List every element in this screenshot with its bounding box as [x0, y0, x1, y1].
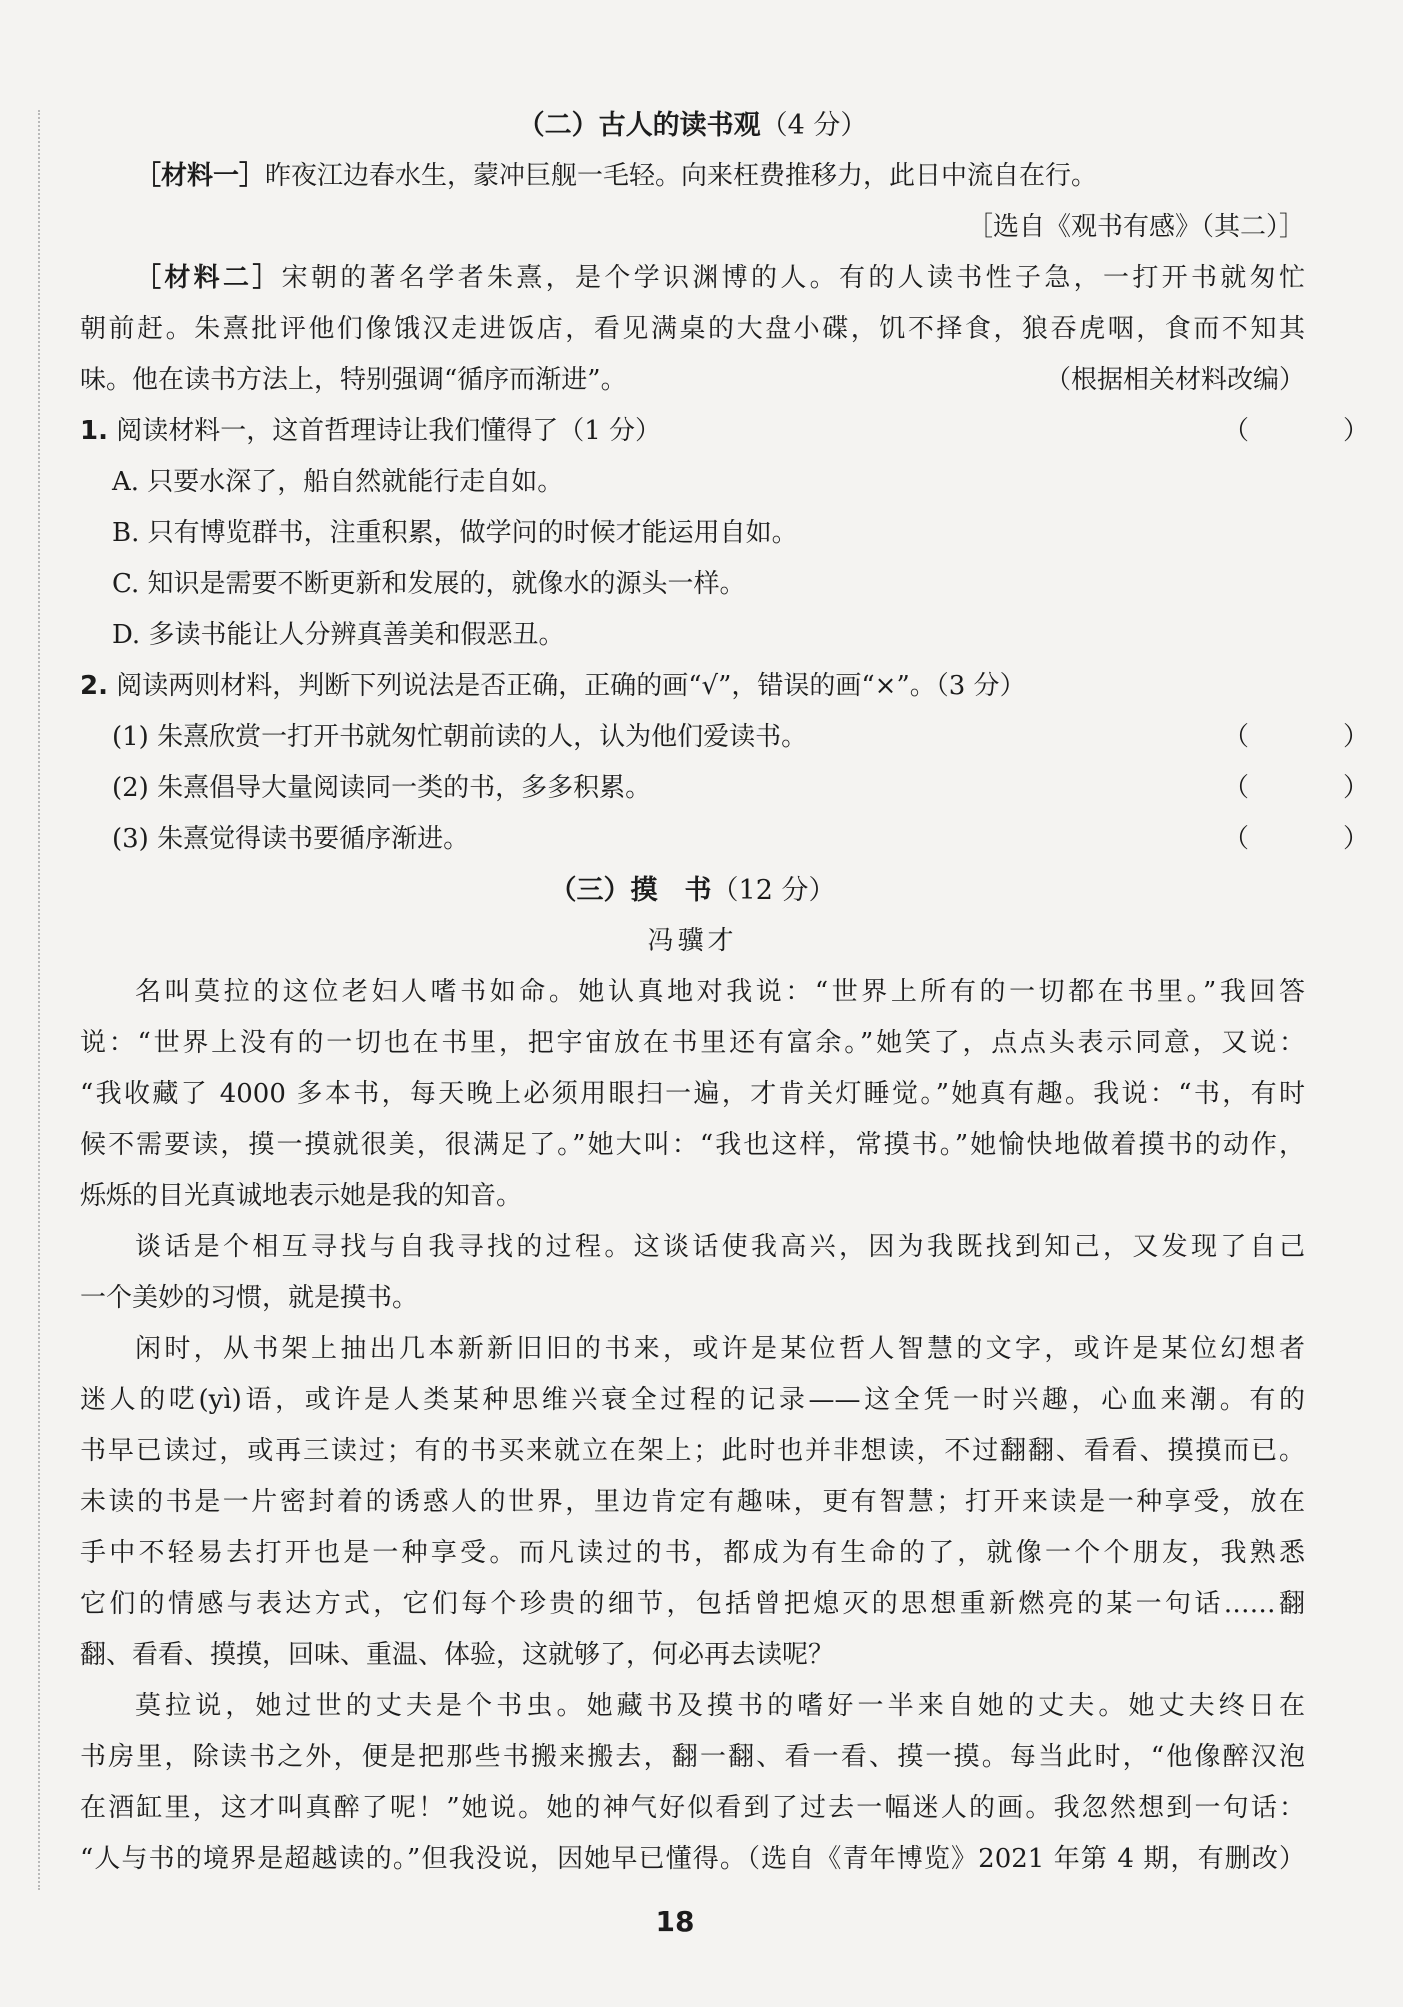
option-b: B. 只有博览群书，注重积累，做学问的时候才能运用自如。 — [112, 518, 798, 548]
material2-text-1: 宋朝的著名学者朱熹，是个学识渊博的人。有的人读书性子急，一打开书就匆忙 — [281, 263, 1305, 293]
question-2 — [80, 661, 1305, 712]
section2-heading — [80, 100, 1305, 151]
judgment-item-1 — [80, 712, 1403, 763]
material2-source: （根据相关材料改编） — [1044, 365, 1305, 395]
paragraph-1-line-4: 候不需要读，摸一摸就很美，很满足了。”她大叫：“我也这样，常摸书。”她愉快地做着摸书的动作， — [80, 1130, 1305, 1160]
paragraph-3-line-4: 未读的书是一片密封着的诱惑人的世界，里边肯定有趣味，更有智慧；打开来读是一种享受，放在 — [80, 1487, 1305, 1517]
paragraph-3-line-1: 闲时，从书架上抽出几本新新旧旧的书来，或许是某位哲人智慧的文字，或许是某位幻想者 — [135, 1334, 1305, 1364]
question-1 — [80, 406, 1403, 457]
question-1-number: 1. — [80, 416, 108, 446]
judgment-item-3-answer-box[interactable]: （ ） — [1223, 824, 1403, 854]
material1-text: 昨夜江边春水生，蒙冲巨舰一毛轻。向来枉费推移力，此日中流自在行。 — [265, 161, 1098, 191]
article-author: 冯骥才 — [647, 926, 738, 956]
material2-line-3 — [80, 355, 1305, 406]
material1 — [80, 151, 1305, 202]
section3-heading — [80, 865, 1305, 916]
paragraph-3-line-2: 迷人的呓(yì)语，或许是人类某种思维兴衰全过程的记录——这全凭一时兴趣，心血来潮。有的 — [80, 1385, 1305, 1415]
paragraph-4-line-1: 莫拉说，她过世的丈夫是个书虫。她藏书及摸书的嗜好一半来自她的丈夫。她丈夫终日在 — [135, 1691, 1305, 1721]
paragraph-4-line-2: 书房里，除读书之外，便是把那些书搬来搬去，翻一翻、看一看、摸一摸。每当此时，“他像醉汉泡 — [80, 1742, 1305, 1772]
judgment-item-2-text: (2) 朱熹倡导大量阅读同一类的书，多多积累。 — [112, 773, 652, 803]
paragraph-3-line-6: 它们的情感与表达方式，它们每个珍贵的细节，包括曾把熄灭的思想重新燃亮的某一句话……翻 — [80, 1589, 1305, 1619]
material1-source: ［选自《观书有感》（其二）］ — [966, 212, 1305, 242]
paragraph-3-line-7: 翻、看看、摸摸，回味、重温、体验，这就够了，何必再去读呢？ — [80, 1640, 835, 1670]
option-d: D. 多读书能让人分辨真善美和假恶丑。 — [112, 620, 565, 650]
paragraph-1-line-5: 烁烁的目光真诚地表示她是我的知音。 — [80, 1181, 523, 1211]
judgment-item-1-text: (1) 朱熹欣赏一打开书就匆忙朝前读的人，认为他们爱读书。 — [112, 722, 808, 752]
question-2-number: 2. — [80, 671, 108, 701]
section3-score: （12 分） — [711, 875, 836, 906]
judgment-item-3-text: (3) 朱熹觉得读书要循序渐进。 — [112, 824, 470, 854]
paragraph-1-line-1: 名叫莫拉的这位老妇人嗜书如命。她认真地对我说：“世界上所有的一切都在书里。”我回答 — [135, 977, 1305, 1007]
material2-tag: ［材料二］ — [135, 263, 282, 293]
paragraph-4-line-3: 在酒缸里，这才叫真醉了呢！”她说。她的神气好似看到了过去一幅迷人的画。我忽然想到一句话： — [80, 1793, 1305, 1823]
binding-line — [38, 110, 40, 1890]
material2-line-2: 朝前赶。朱熹批评他们像饿汉走进饭店，看见满桌的大盘小碟，饥不择食，狼吞虎咽，食而不知其 — [80, 314, 1305, 344]
paragraph-3-line-5: 手中不轻易去打开也是一种享受。而凡读过的书，都成为有生命的了，就像一个个朋友，我熟悉 — [80, 1538, 1305, 1568]
paragraph-1-line-2: 说：“世界上没有的一切也在书里，把宇宙放在书里还有富余。”她笑了，点点头表示同意，又说： — [80, 1028, 1305, 1058]
section2-title: （二）古人的读书观 — [517, 110, 761, 141]
paragraph-2-line-1: 谈话是个相互寻找与自我寻找的过程。这谈话使我高兴，因为我既找到知己，又发现了自己 — [135, 1232, 1305, 1262]
question-1-text: 阅读材料一，这首哲理诗让我们懂得了（1 分） — [116, 416, 662, 446]
judgment-item-2 — [80, 763, 1403, 814]
page-content — [80, 100, 1403, 1885]
judgment-item-3 — [80, 814, 1403, 865]
paragraph-4-line-4: “人与书的境界是超越读的。”但我没说，因她早已懂得。（选自《青年博览》2021 年第 4 期，有删改） — [80, 1844, 1305, 1874]
material2-line-1 — [80, 253, 1305, 304]
judgment-item-2-answer-box[interactable]: （ ） — [1223, 773, 1403, 803]
paragraph-1-line-3: “我收藏了 4000 多本书，每天晚上必须用眼扫一遍，才肯关灯睡觉。”她真有趣。我说：“书，有时 — [80, 1079, 1305, 1109]
question-2-text: 阅读两则材料，判断下列说法是否正确，正确的画“√”，错误的画“×”。（3 分） — [116, 671, 1026, 701]
section2-score: （4 分） — [760, 110, 868, 141]
page-number: 18 — [655, 1905, 695, 1938]
judgment-item-1-answer-box[interactable]: （ ） — [1223, 722, 1403, 752]
material1-tag: ［材料一］ — [135, 161, 266, 191]
question-1-answer-box[interactable]: （ ） — [1223, 416, 1403, 446]
option-a: A. 只要水深了，船自然就能行走自如。 — [112, 467, 564, 497]
paragraph-3-line-3: 书早已读过，或再三读过；有的书买来就立在架上；此时也并非想读，不过翻翻、看看、摸摸而已。 — [80, 1436, 1305, 1466]
material2-text-3: 味。他在读书方法上，特别强调“循序而渐进”。 — [80, 365, 627, 395]
paragraph-2-line-2: 一个美妙的习惯，就是摸书。 — [80, 1283, 419, 1313]
option-c: C. 知识是需要不断更新和发展的，就像水的源头一样。 — [112, 569, 746, 599]
section3-title: （三）摸 书 — [549, 875, 712, 906]
